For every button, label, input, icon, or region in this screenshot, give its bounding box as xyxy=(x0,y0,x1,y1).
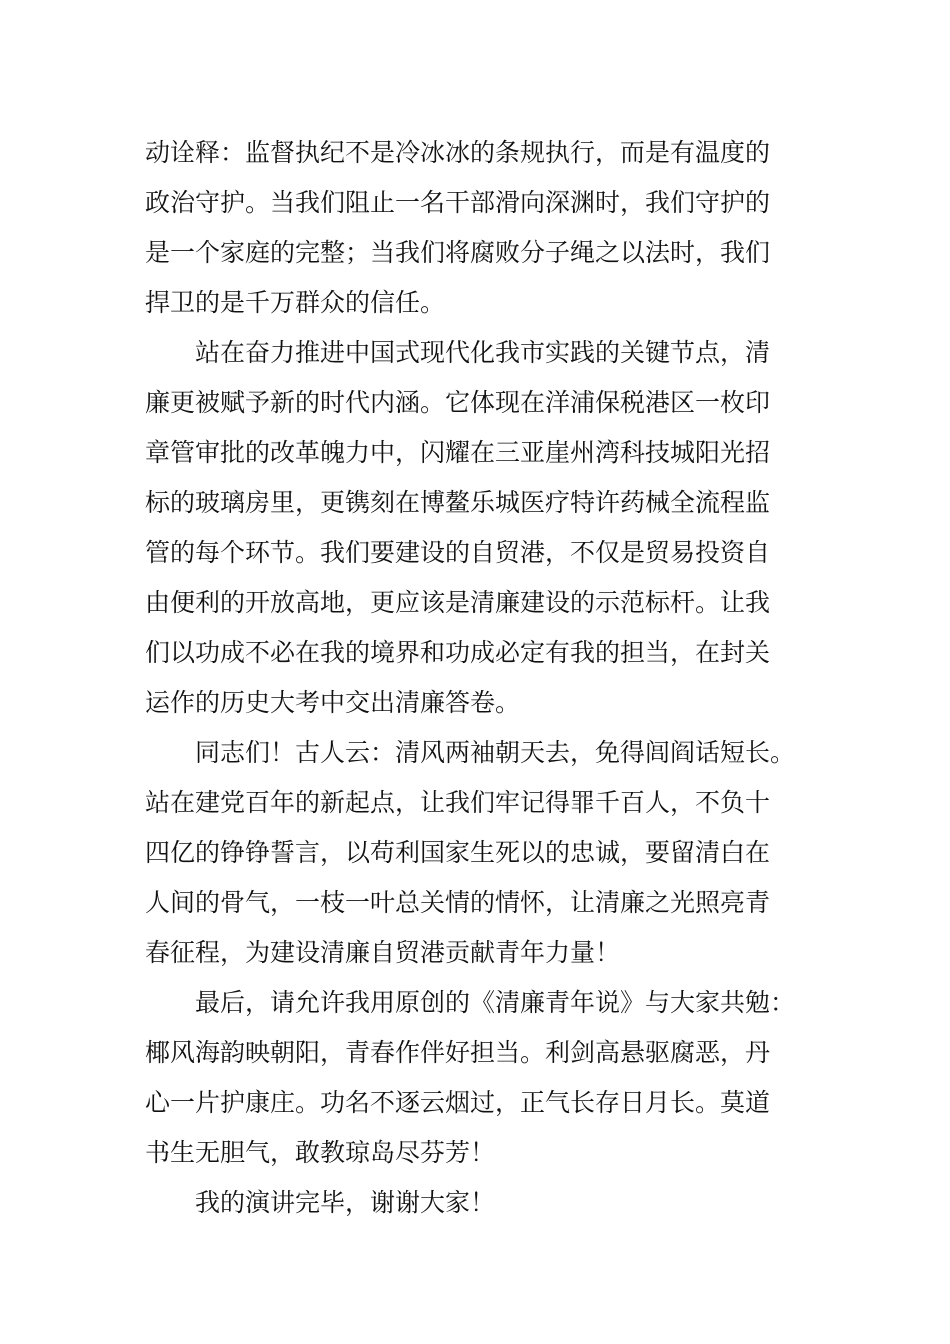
text-line: 人间的骨气，一枝一叶总关情的情怀，让清廉之光照亮青 xyxy=(145,888,771,917)
text-line: 廉更被赋予新的时代内涵。它体现在洋浦保税港区一枚印 xyxy=(145,388,771,417)
paragraph-poem xyxy=(145,978,815,1178)
paragraph-closing xyxy=(145,1178,815,1228)
text-line: 同志们！古人云：清风两袖朝天去，免得闾阎话短长。 xyxy=(195,738,796,767)
text-line: 们以功成不必在我的境界和功成必定有我的担当，在封关 xyxy=(145,638,771,667)
text-line: 运作的历史大考中交出清廉答卷。 xyxy=(145,688,521,717)
text-line: 四亿的铮铮誓言，以苟利国家生死以的忠诚，要留清白在 xyxy=(145,838,771,867)
text-line: 站在建党百年的新起点，让我们牢记得罪千百人，不负十 xyxy=(145,788,771,817)
text-line: 我的演讲完毕，谢谢大家！ xyxy=(195,1188,496,1217)
paragraph-new-era xyxy=(145,328,815,728)
text-line: 是一个家庭的完整；当我们将腐败分子绳之以法时，我们 xyxy=(145,238,771,267)
text-line: 由便利的开放高地，更应该是清廉建设的示范标杆。让我 xyxy=(145,588,771,617)
text-line: 站在奋力推进中国式现代化我市实践的关键节点，清 xyxy=(195,338,771,367)
text-line: 管的每个环节。我们要建设的自贸港，不仅是贸易投资自 xyxy=(145,538,771,567)
paragraph-comrades xyxy=(145,728,815,978)
text-line: 政治守护。当我们阻止一名干部滑向深渊时，我们守护的 xyxy=(145,188,771,217)
paragraph-supervision xyxy=(145,128,815,328)
text-line: 最后，请允许我用原创的《清廉青年说》与大家共勉： xyxy=(195,988,796,1017)
text-line: 椰风海韵映朝阳，青春作伴好担当。利剑高悬驱腐恶，丹 xyxy=(145,1038,771,1067)
text-line: 动诠释：监督执纪不是冷冰冰的条规执行，而是有温度的 xyxy=(145,138,771,167)
text-line: 标的玻璃房里，更镌刻在博鳌乐城医疗特许药械全流程监 xyxy=(145,488,771,517)
document-body xyxy=(145,128,815,1228)
text-line: 捍卫的是千万群众的信任。 xyxy=(145,288,446,317)
text-line: 心一片护康庄。功名不逐云烟过，正气长存日月长。莫道 xyxy=(145,1088,771,1117)
text-line: 春征程，为建设清廉自贸港贡献青年力量！ xyxy=(145,938,621,967)
text-line: 章管审批的改革魄力中，闪耀在三亚崖州湾科技城阳光招 xyxy=(145,438,771,467)
text-line: 书生无胆气，敢教琼岛尽芬芳！ xyxy=(145,1138,496,1167)
